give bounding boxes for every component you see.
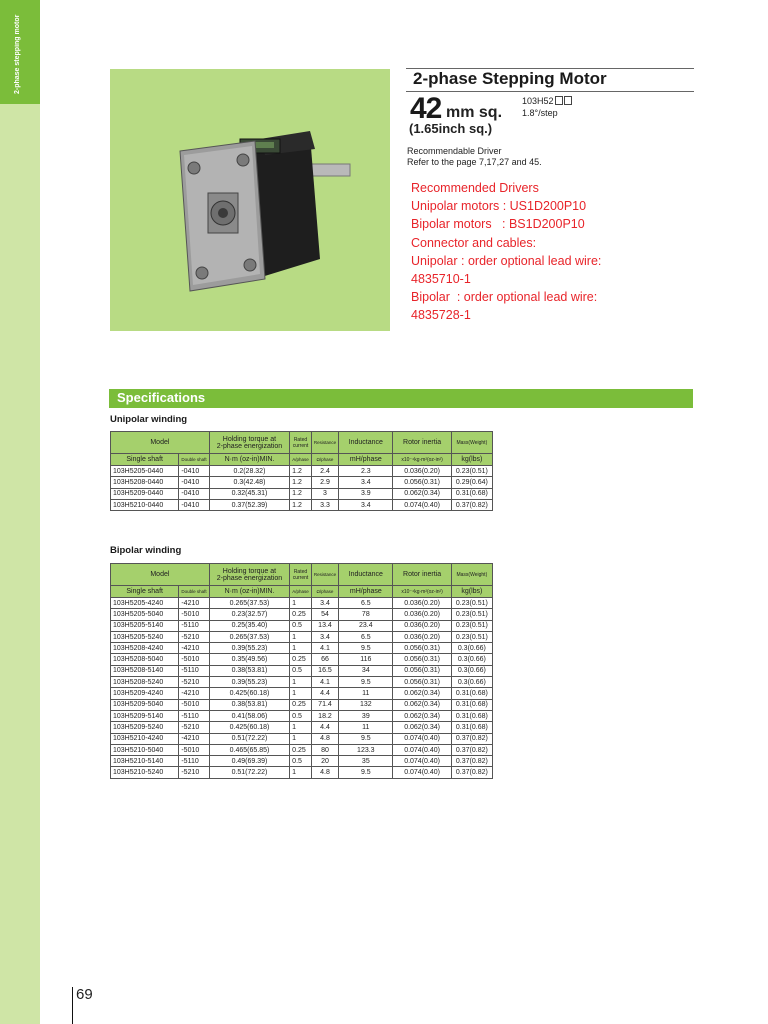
cell: 132 xyxy=(339,699,393,710)
cell: 0.51(72.22) xyxy=(209,733,289,744)
cell: -0410 xyxy=(179,466,209,477)
cell: 1.2 xyxy=(290,488,312,499)
cell: 103H5205-5240 xyxy=(111,631,179,642)
cell: -5210 xyxy=(179,677,209,688)
table-row xyxy=(111,654,493,665)
cell: 123.3 xyxy=(339,744,393,755)
table-row xyxy=(111,598,493,609)
cell: 0.32(45.31) xyxy=(209,488,289,499)
col-torque-unit: N·m (oz-in)MIN. xyxy=(209,586,289,598)
cell: 0.3(0.66) xyxy=(451,677,492,688)
cell: 11 xyxy=(339,722,393,733)
cell: 103H5210-5040 xyxy=(111,744,179,755)
cell: -0410 xyxy=(179,499,209,510)
cell: 66 xyxy=(311,654,338,665)
col-model: Model xyxy=(111,432,210,454)
cell: 103H5209-0440 xyxy=(111,488,179,499)
cell: 0.35(49.56) xyxy=(209,654,289,665)
col-torque-line2: 2-phase energization xyxy=(216,442,283,450)
cell: 103H5209-4240 xyxy=(111,688,179,699)
cell: 1 xyxy=(290,677,312,688)
cell: 0.25 xyxy=(290,744,312,755)
cell: 0.074(0.40) xyxy=(393,756,451,767)
cell: 0.062(0.34) xyxy=(393,710,451,721)
col-model: Model xyxy=(111,564,210,586)
cell: 0.25 xyxy=(290,654,312,665)
cell: 0.036(0.20) xyxy=(393,631,451,642)
cell: 0.5 xyxy=(290,756,312,767)
table-row xyxy=(111,609,493,620)
cell: 0.49(69.39) xyxy=(209,756,289,767)
cell: 0.23(0.51) xyxy=(451,598,492,609)
col-torque-line1: Holding torque at xyxy=(222,435,277,443)
cell: 4.8 xyxy=(311,733,338,744)
cell: 80 xyxy=(311,744,338,755)
cell: 0.37(52.39) xyxy=(209,499,289,510)
cell: 3.4 xyxy=(311,631,338,642)
cell: 0.23(0.51) xyxy=(451,466,492,477)
cell: 0.31(0.68) xyxy=(451,688,492,699)
cell: 0.37(0.82) xyxy=(451,499,492,510)
cell: 1 xyxy=(290,733,312,744)
cell: 1 xyxy=(290,643,312,654)
cell: 6.5 xyxy=(339,598,393,609)
cell: 0.31(0.68) xyxy=(451,722,492,733)
cell: 0.51(72.22) xyxy=(209,767,289,778)
frame-size-unit: mm sq. xyxy=(446,104,503,121)
table-row xyxy=(111,733,493,744)
cell: 0.425(60.18) xyxy=(209,688,289,699)
cell: 1 xyxy=(290,688,312,699)
table-row xyxy=(111,744,493,755)
col-resistance: Resistance xyxy=(311,432,338,454)
specifications-title: Specifications xyxy=(117,390,206,405)
col-rated-current xyxy=(290,564,312,586)
cell: 103H5210-5140 xyxy=(111,756,179,767)
cell: -5210 xyxy=(179,631,209,642)
cell: 0.2(28.32) xyxy=(209,466,289,477)
col-torque xyxy=(209,564,289,586)
cell: 103H5210-5240 xyxy=(111,767,179,778)
cell: 103H5205-5040 xyxy=(111,609,179,620)
col-mh-unit: mH/phase xyxy=(339,586,393,598)
unipolar-table xyxy=(110,431,493,511)
frame-size: 42 xyxy=(410,92,442,125)
cell: 0.23(0.51) xyxy=(451,631,492,642)
cell: -5110 xyxy=(179,665,209,676)
table-row xyxy=(111,499,493,510)
cell: 0.036(0.20) xyxy=(393,620,451,631)
cell: 0.37(0.82) xyxy=(451,733,492,744)
cell: -4210 xyxy=(179,688,209,699)
note-line: 4835728-1 xyxy=(411,308,471,323)
cell: 0.465(65.85) xyxy=(209,744,289,755)
cell: 0.31(0.68) xyxy=(451,710,492,721)
cell: -4210 xyxy=(179,643,209,654)
cell: 0.38(53.81) xyxy=(209,699,289,710)
col-ohm-unit: Ω/phase xyxy=(311,454,338,466)
model-code xyxy=(522,96,572,106)
cell: 1.2 xyxy=(290,466,312,477)
cell: -5110 xyxy=(179,710,209,721)
cell: 0.31(0.68) xyxy=(451,699,492,710)
table-row xyxy=(111,677,493,688)
cell: 103H5208-4240 xyxy=(111,643,179,654)
col-mh-unit: mH/phase xyxy=(339,454,393,466)
cell: 0.5 xyxy=(290,665,312,676)
cell: 2.9 xyxy=(311,477,338,488)
col-torque-line2: 2-phase energization xyxy=(216,574,283,582)
cell: 0.3(0.66) xyxy=(451,643,492,654)
cell: 0.036(0.20) xyxy=(393,598,451,609)
cell: 0.265(37.53) xyxy=(209,598,289,609)
table-row xyxy=(111,466,493,477)
cell: 3.9 xyxy=(339,488,393,499)
model-code-text: 103H52 xyxy=(522,96,554,106)
driver-heading: Recommendable Driver xyxy=(407,146,502,156)
cell: 34 xyxy=(339,665,393,676)
cell: 0.056(0.31) xyxy=(393,643,451,654)
table-row xyxy=(111,620,493,631)
col-torque-unit: N·m (oz-in)MIN. xyxy=(209,454,289,466)
cell: 0.425(60.18) xyxy=(209,722,289,733)
cell: 3.4 xyxy=(311,598,338,609)
cell: 18.2 xyxy=(311,710,338,721)
table-row xyxy=(111,488,493,499)
cell: 103H5208-5240 xyxy=(111,677,179,688)
cell: 3.4 xyxy=(339,477,393,488)
cell: 0.23(0.51) xyxy=(451,620,492,631)
cell: -5010 xyxy=(179,609,209,620)
cell: 0.265(37.53) xyxy=(209,631,289,642)
cell: 0.25 xyxy=(290,699,312,710)
cell: 6.5 xyxy=(339,631,393,642)
cell: 4.1 xyxy=(311,677,338,688)
page-title: 2-phase Stepping Motor xyxy=(413,69,607,88)
col-double-shaft: Double shaft xyxy=(179,454,209,466)
cell: 103H5208-5140 xyxy=(111,665,179,676)
cell: 0.3(0.66) xyxy=(451,665,492,676)
cell: -5010 xyxy=(179,744,209,755)
step-angle: 1.8°/step xyxy=(522,108,558,118)
cell: 0.036(0.20) xyxy=(393,466,451,477)
cell: 1 xyxy=(290,631,312,642)
page-number: 69 xyxy=(76,986,93,1003)
col-single-shaft: Single shaft xyxy=(111,454,179,466)
col-rated-line1: Rated xyxy=(293,568,308,575)
driver-notes xyxy=(411,179,601,325)
note-line: 4835710-1 xyxy=(411,272,471,287)
note-line: Unipolar : order optional lead wire: xyxy=(411,253,602,268)
cell: 103H5209-5240 xyxy=(111,722,179,733)
driver-reference: Refer to the page 7,17,27 and 45. xyxy=(407,157,542,167)
cell: -5210 xyxy=(179,722,209,733)
col-inertia-unit: x10⁻⁴kg·m²(oz-in²) xyxy=(393,454,451,466)
cell: 78 xyxy=(339,609,393,620)
cell: 0.31(0.68) xyxy=(451,488,492,499)
cell: 0.23(0.51) xyxy=(451,609,492,620)
table-row xyxy=(111,688,493,699)
col-kg-unit: kg(lbs) xyxy=(451,586,492,598)
bipolar-body xyxy=(111,598,493,779)
sidebar-strip xyxy=(0,104,40,1024)
cell: 0.41(58.06) xyxy=(209,710,289,721)
cell: 1 xyxy=(290,598,312,609)
cell: 16.5 xyxy=(311,665,338,676)
cell: 3.3 xyxy=(311,499,338,510)
cell: 4.4 xyxy=(311,722,338,733)
cell: 13.4 xyxy=(311,620,338,631)
bipolar-table xyxy=(110,563,493,779)
cell: -5110 xyxy=(179,620,209,631)
bipolar-title: Bipolar winding xyxy=(110,545,182,556)
cell: -5010 xyxy=(179,699,209,710)
cell: 0.37(0.82) xyxy=(451,767,492,778)
cell: 103H5209-5040 xyxy=(111,699,179,710)
cell: 3.4 xyxy=(339,499,393,510)
cell: 103H5205-4240 xyxy=(111,598,179,609)
col-inductance: Inductance xyxy=(339,432,393,454)
table-row xyxy=(111,631,493,642)
cell: -0410 xyxy=(179,477,209,488)
cell: 23.4 xyxy=(339,620,393,631)
cell: 0.062(0.34) xyxy=(393,488,451,499)
cell: 0.3(42.48) xyxy=(209,477,289,488)
cell: 103H5205-5140 xyxy=(111,620,179,631)
cell: 20 xyxy=(311,756,338,767)
sidebar-label: 2-phase stepping motor xyxy=(14,14,21,94)
cell: -4210 xyxy=(179,598,209,609)
cell: 4.1 xyxy=(311,643,338,654)
cell: 1 xyxy=(290,767,312,778)
cell: 103H5209-5140 xyxy=(111,710,179,721)
col-inertia-unit: x10⁻⁴kg·m²(oz-in²) xyxy=(393,586,451,598)
cell: 103H5205-0440 xyxy=(111,466,179,477)
table-row xyxy=(111,699,493,710)
placeholder-box xyxy=(555,96,563,105)
note-line: Connector and cables: xyxy=(411,235,537,250)
title-underline xyxy=(406,91,694,92)
cell: 2.4 xyxy=(311,466,338,477)
cell: 0.062(0.34) xyxy=(393,722,451,733)
unipolar-title: Unipolar winding xyxy=(110,414,188,425)
cell: 0.056(0.31) xyxy=(393,677,451,688)
cell: 0.074(0.40) xyxy=(393,744,451,755)
cell: 0.23(32.57) xyxy=(209,609,289,620)
col-kg-unit: kg(lbs) xyxy=(451,454,492,466)
cell: 35 xyxy=(339,756,393,767)
col-inertia: Rotor inertia xyxy=(393,432,451,454)
col-inductance: Inductance xyxy=(339,564,393,586)
stepping-motor-illustration xyxy=(110,69,390,331)
col-mass: Mass(Weight) xyxy=(451,432,492,454)
cell: 0.25 xyxy=(290,609,312,620)
cell: 0.074(0.40) xyxy=(393,767,451,778)
col-inertia: Rotor inertia xyxy=(393,564,451,586)
cell: 0.062(0.34) xyxy=(393,688,451,699)
col-rated-current xyxy=(290,432,312,454)
cell: 0.37(0.82) xyxy=(451,756,492,767)
cell: 0.39(55.23) xyxy=(209,643,289,654)
note-line: Bipolar : order optional lead wire: xyxy=(411,290,598,305)
cell: 0.25(35.40) xyxy=(209,620,289,631)
cell: 4.8 xyxy=(311,767,338,778)
table-row xyxy=(111,756,493,767)
cell: 0.38(53.81) xyxy=(209,665,289,676)
col-rated-line1: Rated xyxy=(293,436,308,443)
col-torque xyxy=(209,432,289,454)
cell: -5010 xyxy=(179,654,209,665)
table-row xyxy=(111,767,493,778)
cell: -0410 xyxy=(179,488,209,499)
frame-size-inch: (1.65inch sq.) xyxy=(409,121,493,136)
cell: 9.5 xyxy=(339,677,393,688)
placeholder-box xyxy=(564,96,572,105)
note-line: Recommended Drivers xyxy=(411,181,539,195)
table-row xyxy=(111,643,493,654)
cell: 0.056(0.31) xyxy=(393,654,451,665)
cell: 0.5 xyxy=(290,620,312,631)
cell: 0.29(0.64) xyxy=(451,477,492,488)
motor-photo xyxy=(110,69,390,331)
col-ohm-unit: Ω/phase xyxy=(311,586,338,598)
cell: 9.5 xyxy=(339,767,393,778)
cell: 2.3 xyxy=(339,466,393,477)
page-number-rule xyxy=(72,987,73,1024)
cell: 0.3(0.66) xyxy=(451,654,492,665)
col-torque-line1: Holding torque at xyxy=(222,567,277,575)
table-row xyxy=(111,722,493,733)
cell: 103H5208-5040 xyxy=(111,654,179,665)
cell: 0.37(0.82) xyxy=(451,744,492,755)
col-amp-unit: A/phase xyxy=(290,454,312,466)
cell: 0.5 xyxy=(290,710,312,721)
cell: -4210 xyxy=(179,733,209,744)
cell: 54 xyxy=(311,609,338,620)
note-line: Bipolar motors : BS1D200P10 xyxy=(411,217,585,232)
cell: 71.4 xyxy=(311,699,338,710)
cell: 0.036(0.20) xyxy=(393,609,451,620)
cell: 3 xyxy=(311,488,338,499)
cell: 1 xyxy=(290,722,312,733)
cell: -5210 xyxy=(179,767,209,778)
cell: 9.5 xyxy=(339,733,393,744)
cell: 9.5 xyxy=(339,643,393,654)
cell: 116 xyxy=(339,654,393,665)
cell: 103H5210-4240 xyxy=(111,733,179,744)
note-line: Unipolar motors : US1D200P10 xyxy=(411,199,587,214)
cell: 39 xyxy=(339,710,393,721)
col-rated-line2: current xyxy=(292,574,309,581)
cell: 0.074(0.40) xyxy=(393,733,451,744)
cell: 0.056(0.31) xyxy=(393,477,451,488)
cell: 4.4 xyxy=(311,688,338,699)
col-amp-unit: A/phase xyxy=(290,586,312,598)
cell: 0.062(0.34) xyxy=(393,699,451,710)
cell: 11 xyxy=(339,688,393,699)
col-resistance: Resistance xyxy=(311,564,338,586)
cell: 103H5210-0440 xyxy=(111,499,179,510)
cell: 103H5208-0440 xyxy=(111,477,179,488)
cell: 1.2 xyxy=(290,499,312,510)
col-rated-line2: current xyxy=(292,442,309,449)
cell: 0.074(0.40) xyxy=(393,499,451,510)
col-single-shaft: Single shaft xyxy=(111,586,179,598)
col-mass: Mass(Weight) xyxy=(451,564,492,586)
table-row xyxy=(111,665,493,676)
col-double-shaft: Double shaft xyxy=(179,586,209,598)
cell: -5110 xyxy=(179,756,209,767)
cell: 1.2 xyxy=(290,477,312,488)
table-row xyxy=(111,710,493,721)
cell: 0.39(55.23) xyxy=(209,677,289,688)
cell: 0.056(0.31) xyxy=(393,665,451,676)
table-row xyxy=(111,477,493,488)
